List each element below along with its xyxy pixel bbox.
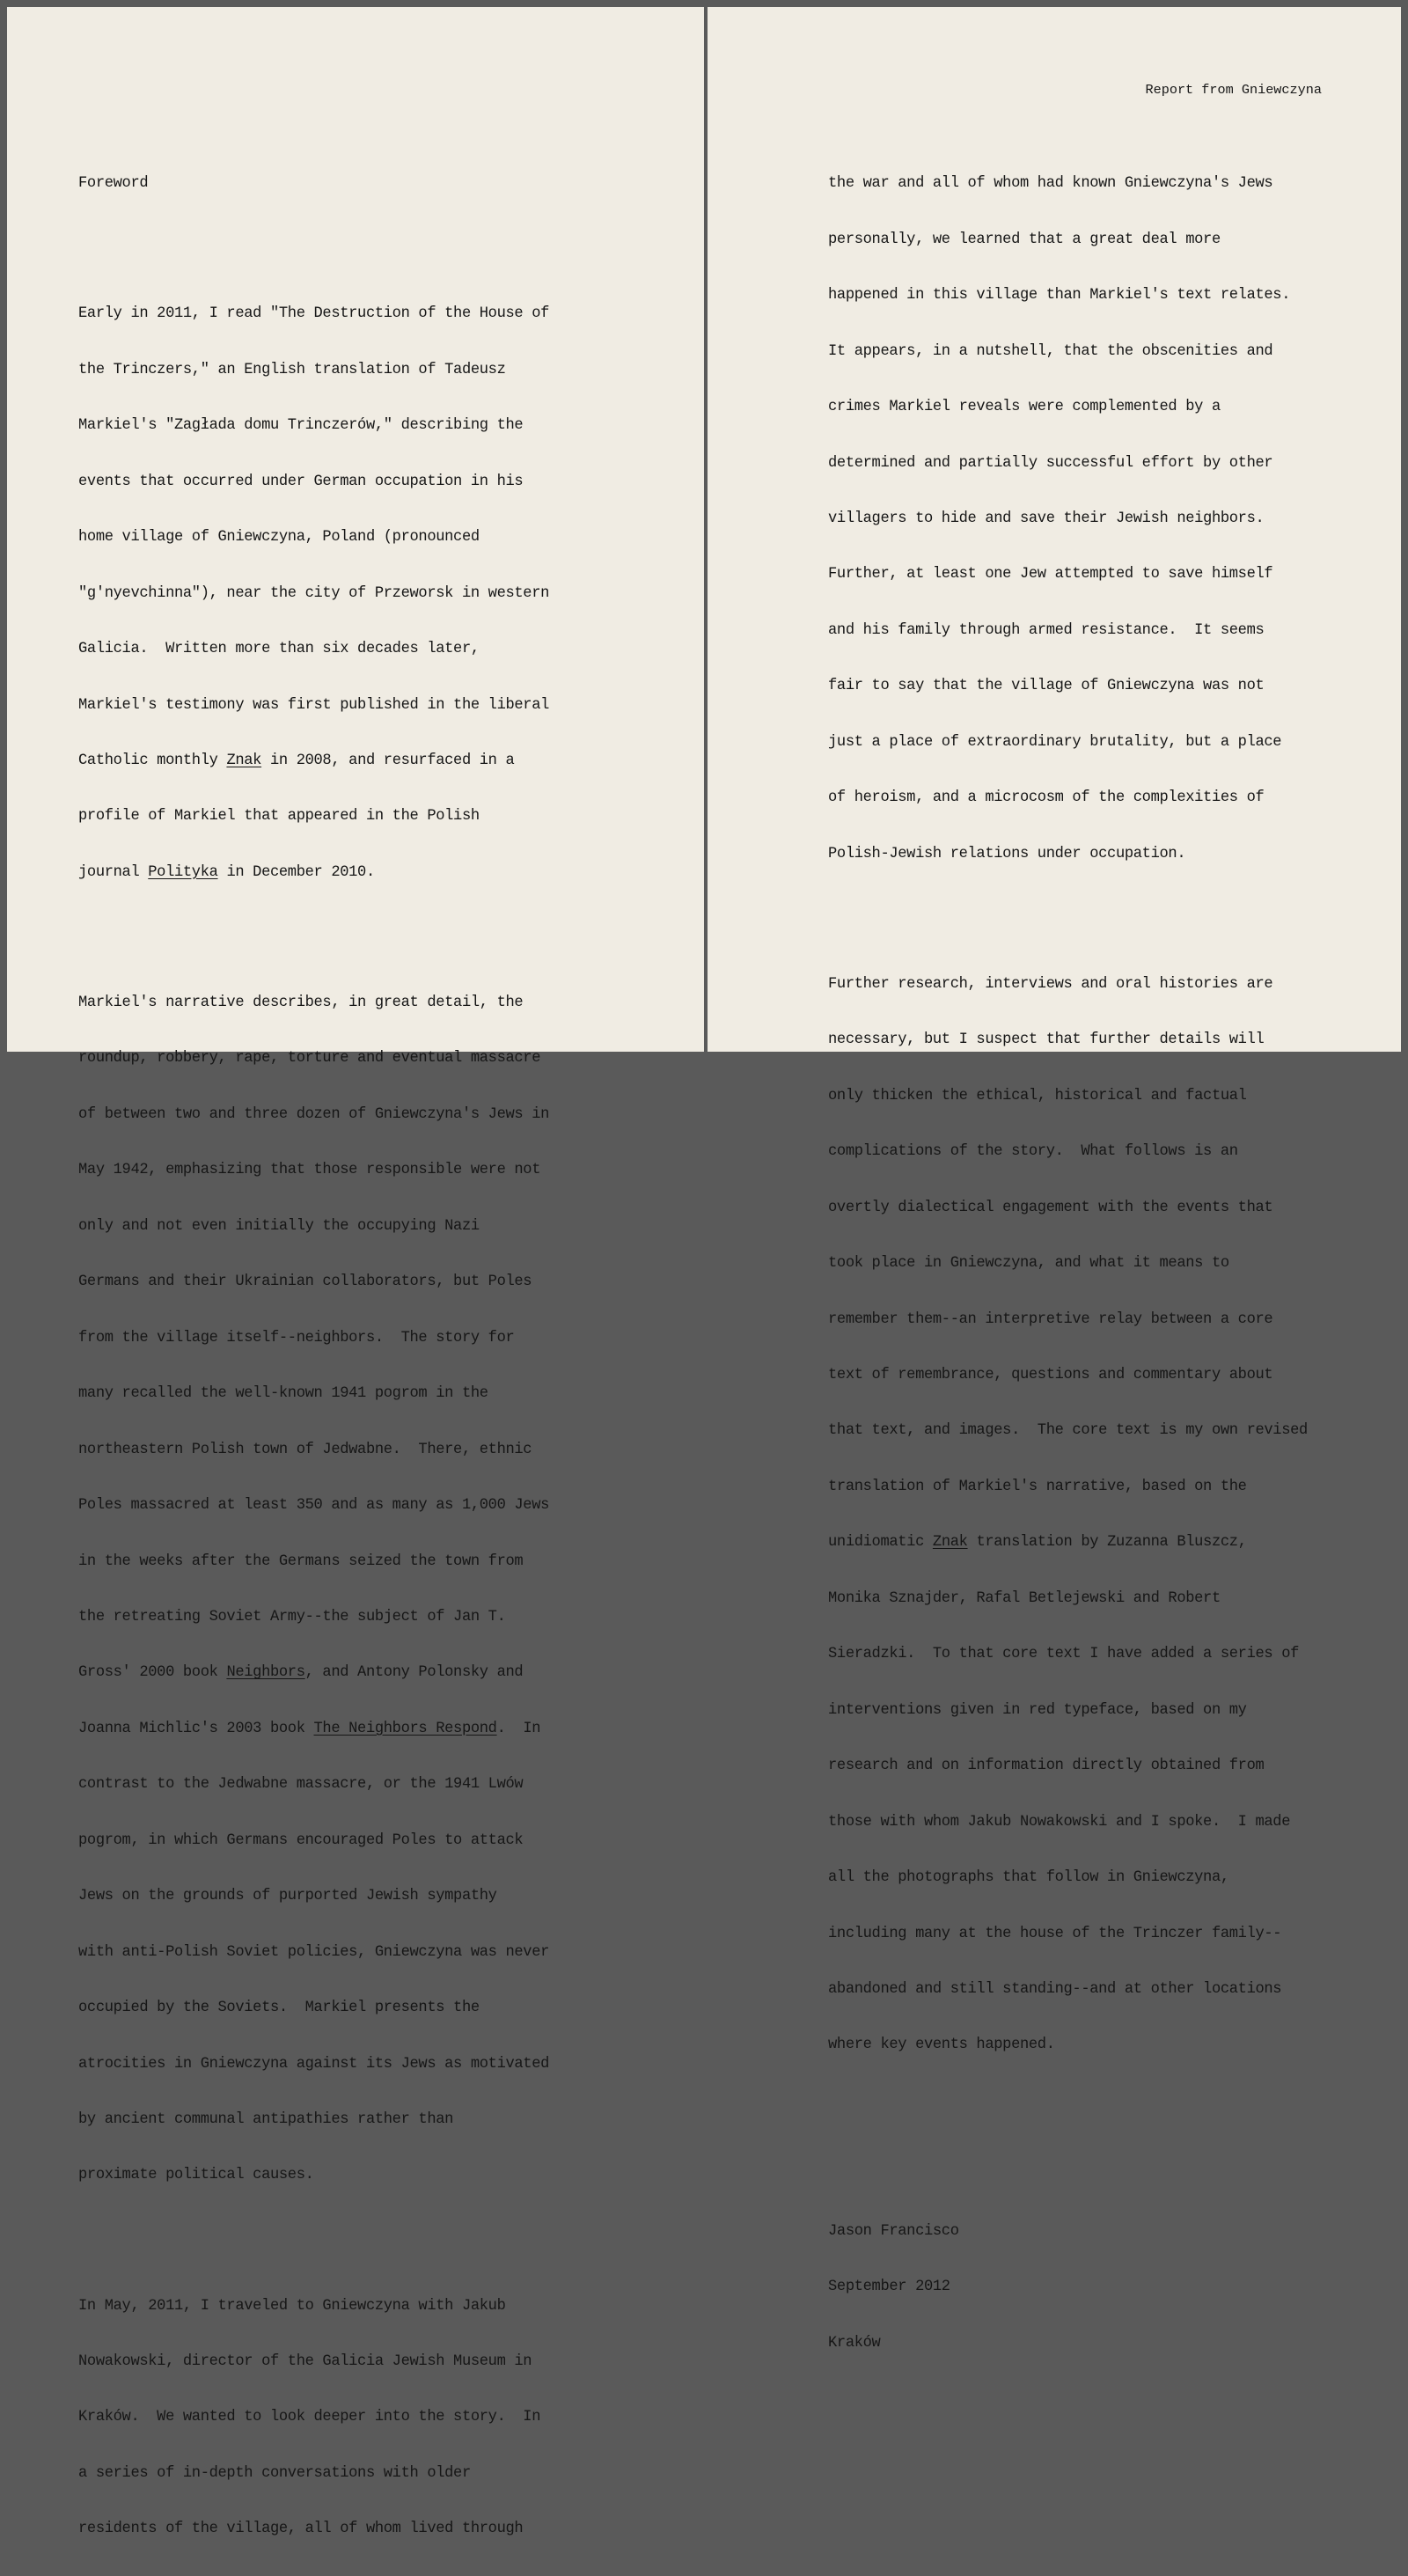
- text-line: [78, 863, 549, 882]
- text-line: Further, at least one Jew attempted to save himself: [828, 566, 1273, 583]
- text-line: Markiel's testimony was first published in the liberal: [78, 696, 550, 714]
- text-line: happened in this village than Markiel's text relates.: [828, 287, 1291, 305]
- text-segment: Gross' 2000 book: [78, 1664, 227, 1682]
- text-line: a series of in-depth conversations with older: [78, 2464, 471, 2482]
- text-segment: Catholic monthly: [78, 752, 227, 769]
- text-line: of heroism, and a microcosm of the complexities of: [828, 789, 1265, 807]
- blank-line: [78, 919, 549, 937]
- text-line: the retreating Soviet Army--the subject of Jan T.: [78, 1608, 506, 1626]
- text-line: where key events happened.: [828, 2037, 1055, 2054]
- text-line: complications of the story. What follows is an: [828, 1143, 1238, 1161]
- text-line: of between two and three dozen of Gniewczyna's Jews in: [78, 1105, 550, 1123]
- right-page: [708, 7, 1401, 2352]
- text-line: and his family through armed resistance. It seems: [828, 621, 1265, 639]
- text-line: Markiel's "Zagłada domu Trinczerów," describing the: [78, 417, 524, 435]
- text-line: interventions given in red typeface, based on my: [828, 1701, 1247, 1719]
- text-line: only and not even initially the occupying Nazi: [78, 1217, 480, 1235]
- title-znak: Znak: [932, 1534, 968, 1552]
- text-line: personally, we learned that a great deal more: [828, 231, 1221, 248]
- text-line: by ancient communal antipathies rather than: [78, 2111, 454, 2129]
- left-page: [7, 7, 704, 2538]
- text-line: the Trinczers," an English translation of Tadeusz: [78, 361, 506, 378]
- text-segment: . In: [496, 1720, 541, 1737]
- text-line: profile of Markiel that appeared in the Polish: [78, 808, 480, 826]
- text-line: [828, 1533, 1308, 1552]
- text-line: just a place of extraordinary brutality, but a place: [828, 733, 1282, 751]
- text-line: research and on information directly obtained from: [828, 1758, 1265, 1775]
- text-line: including many at the house of the Trinczer family--: [828, 1925, 1282, 1942]
- text-line: determined and partially successful effort by other: [828, 454, 1273, 472]
- text-line: necessary, but I suspect that further details will: [828, 1031, 1265, 1049]
- blank-line: [78, 231, 549, 249]
- text-line: events that occurred under German occupation in his: [78, 473, 524, 490]
- text-line: text of remembrance, questions and commentary about: [828, 1366, 1273, 1383]
- text-line: [78, 752, 549, 770]
- text-line: contrast to the Jedwabne massacre, or the 1941 Lwów: [78, 1776, 524, 1794]
- blank-line: [828, 2147, 1308, 2166]
- text-line: It appears, in a nutshell, that the obscenities and: [828, 342, 1273, 360]
- text-line: occupied by the Soviets. Markiel presents the: [78, 2000, 480, 2017]
- text-line: "g'nyevchinna"), near the city of Przeworsk in western: [78, 584, 550, 602]
- text-line: fair to say that the village of Gniewczyna was not: [828, 678, 1265, 695]
- text-line: crimes Markiel reveals were complemented by a: [828, 399, 1221, 416]
- text-line: Further research, interviews and oral histories are: [828, 975, 1273, 993]
- text-line: the war and all of whom had known Gniewczyna's Jews: [828, 175, 1273, 193]
- text-line: translation of Markiel's narrative, based on the: [828, 1478, 1247, 1495]
- title-polityka: Polityka: [148, 863, 218, 881]
- text-line: villagers to hide and save their Jewish neighbors.: [828, 510, 1265, 528]
- text-line: Sieradzki. To that core text I have added a series of: [828, 1646, 1300, 1663]
- text-segment: unidiomatic: [828, 1534, 933, 1552]
- text-line: atrocities in Gniewczyna against its Jews as motivated: [78, 2055, 550, 2073]
- text-line: took place in Gniewczyna, and what it means to: [828, 1255, 1229, 1273]
- text-line: home village of Gniewczyna, Poland (pronounced: [78, 529, 480, 547]
- text-line: May 1942, emphasizing that those responsible were not: [78, 1162, 541, 1179]
- text-line: [78, 1720, 549, 1738]
- text-line: with anti-Polish Soviet policies, Gniewczyna was never: [78, 1943, 550, 1961]
- text-line: Nowakowski, director of the Galicia Jewish Museum in: [78, 2353, 532, 2370]
- text-segment: in December 2010.: [217, 863, 375, 881]
- text-line: overtly dialectical engagement with the events that: [828, 1199, 1273, 1216]
- text-line: roundup, robbery, rape, torture and eventual massacre: [78, 1050, 541, 1068]
- blank-line: [828, 900, 1308, 919]
- text-line: Germans and their Ukrainian collaborators, but Poles: [78, 1273, 532, 1291]
- title-neighbors-respond: The Neighbors Respond: [313, 1720, 497, 1737]
- text-line: northeastern Polish town of Jedwabne. There, ethnic: [78, 1441, 532, 1458]
- running-header: Report from Gniewczyna: [1145, 82, 1322, 98]
- text-line: Monika Sznajder, Rafal Betlejewski and Robert: [828, 1589, 1221, 1607]
- text-segment: , and Antony Polonsky and: [304, 1664, 524, 1682]
- text-line: In May, 2011, I traveled to Gniewczyna with Jakub: [78, 2297, 506, 2315]
- blank-line: [78, 2222, 549, 2241]
- text-line: Early in 2011, I read "The Destruction of the House of: [78, 305, 550, 323]
- text-line: those with whom Jakub Nowakowski and I spoke. I made: [828, 1813, 1291, 1831]
- text-line: Markiel's narrative describes, in great detail, the: [78, 994, 524, 1011]
- text-line: Kraków. We wanted to look deeper into the story. In: [78, 2409, 541, 2426]
- text-line: many recalled the well-known 1941 pogrom in the: [78, 1385, 488, 1403]
- text-line: proximate political causes.: [78, 2167, 314, 2184]
- text-line: Poles massacred at least 350 and as many as 1,000 Jews: [78, 1497, 550, 1515]
- signature-place: Kraków: [828, 2334, 881, 2352]
- text-segment: Joanna Michlic's 2003 book: [78, 1720, 314, 1737]
- blank-line: [828, 2092, 1308, 2110]
- text-line: from the village itself--neighbors. The story for: [78, 1329, 515, 1347]
- left-text-column: [78, 137, 549, 2576]
- text-line: in the weeks after the Germans seized the town from: [78, 1552, 524, 1570]
- text-line: Galicia. Written more than six decades later,: [78, 641, 480, 658]
- foreword-heading: Foreword: [78, 175, 149, 193]
- title-neighbors: Neighbors: [226, 1664, 305, 1682]
- text-line: Polish-Jewish relations under occupation.: [828, 845, 1186, 862]
- text-line: Jews on the grounds of purported Jewish sympathy: [78, 1888, 497, 1905]
- text-line: all the photographs that follow in Gniewczyna,: [828, 1869, 1229, 1887]
- text-segment: journal: [78, 863, 149, 881]
- book-spread: [7, 7, 1401, 2538]
- right-text-column: [828, 137, 1308, 2389]
- title-znak: Znak: [226, 752, 262, 769]
- signature-date: September 2012: [828, 2279, 950, 2296]
- text-line: residents of the village, all of whom lived through: [78, 2521, 524, 2538]
- text-line: pogrom, in which Germans encouraged Poles to attack: [78, 1831, 524, 1849]
- text-line: that text, and images. The core text is my own revised: [828, 1422, 1308, 1440]
- text-segment: in 2008, and resurfaced in a: [261, 752, 515, 769]
- text-segment: translation by Zuzanna Bluszcz,: [967, 1534, 1247, 1552]
- text-line: only thicken the ethical, historical and factual: [828, 1087, 1247, 1105]
- text-line: [78, 1663, 549, 1682]
- signature-name: Jason Francisco: [828, 2222, 959, 2240]
- text-line: remember them--an interpretive relay between a core: [828, 1310, 1273, 1328]
- text-line: abandoned and still standing--and at other locations: [828, 1980, 1282, 1998]
